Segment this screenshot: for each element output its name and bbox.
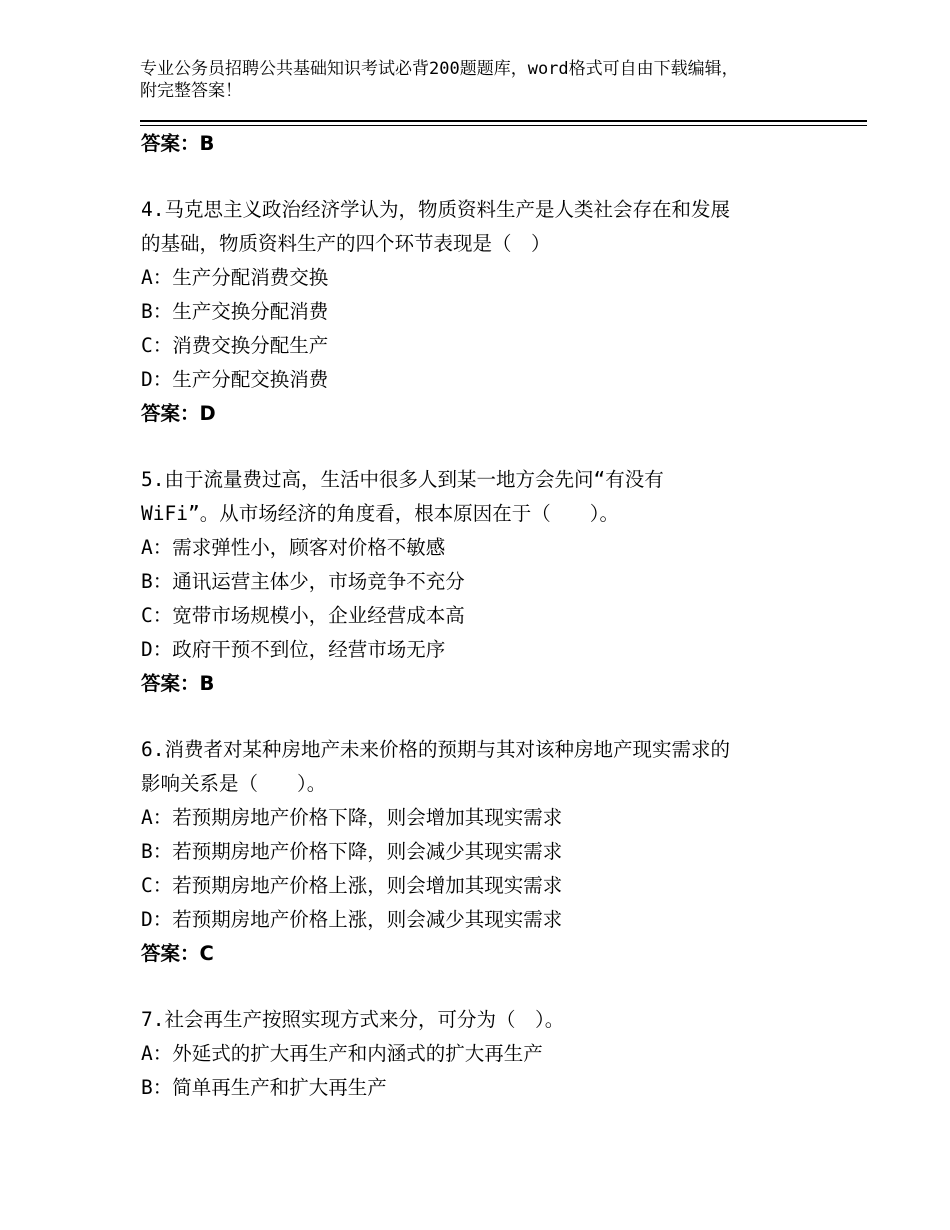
answer-label: 答案：D	[141, 402, 216, 425]
question-stem-line: 5.由于流量费过高，生活中很多人到某一地方会先问“有没有	[141, 468, 664, 491]
question-stem-line: 7.社会再生产按照实现方式来分，可分为（ ）。	[141, 1008, 565, 1031]
question-stem-line: 6.消费者对某种房地产未来价格的预期与其对该种房地产现实需求的	[141, 738, 730, 761]
question-stem-line: 影响关系是（ ）。	[141, 772, 327, 795]
answer-label: 答案：B	[141, 672, 215, 695]
option-d: D：生产分配交换消费	[141, 368, 329, 391]
option-a: A：若预期房地产价格下降，则会增加其现实需求	[141, 806, 563, 829]
header-divider-thin	[140, 125, 867, 126]
option-b: B：简单再生产和扩大再生产	[141, 1076, 387, 1099]
option-a: A：外延式的扩大再生产和内涵式的扩大再生产	[141, 1042, 543, 1065]
option-c: C：若预期房地产价格上涨，则会增加其现实需求	[141, 874, 563, 897]
spacer	[141, 161, 841, 193]
option-d: D：政府干预不到位，经营市场无序	[141, 638, 446, 661]
option-b: B：通讯运营主体少，市场竞争不充分	[141, 570, 465, 593]
spacer	[141, 701, 841, 733]
option-c: C：消费交换分配生产	[141, 334, 329, 357]
spacer	[141, 431, 841, 463]
option-d: D：若预期房地产价格上涨，则会减少其现实需求	[141, 908, 563, 931]
header-line-1: 专业公务员招聘公共基础知识考试必背200题题库，word格式可自由下载编辑，	[140, 59, 739, 79]
spacer	[141, 971, 841, 1003]
option-a: A：生产分配消费交换	[141, 266, 329, 289]
question-4	[141, 193, 841, 431]
option-c: C：宽带市场规模小，企业经营成本高	[141, 604, 465, 627]
answer-label: 答案：B	[141, 132, 215, 155]
question-stem-line: 4.马克思主义政治经济学认为，物质资料生产是人类社会存在和发展	[141, 198, 730, 221]
question-5	[141, 463, 841, 701]
page-header	[140, 58, 840, 102]
question-list	[141, 127, 841, 1105]
option-b: B：若预期房地产价格下降，则会减少其现实需求	[141, 840, 563, 863]
option-a: A：需求弹性小，顾客对价格不敏感	[141, 536, 446, 559]
question-6	[141, 733, 841, 971]
question-7	[141, 1003, 841, 1105]
header-line-2: 附完整答案！	[140, 81, 242, 101]
answer-label: 答案：C	[141, 942, 214, 965]
option-b: B：生产交换分配消费	[141, 300, 329, 323]
question-stem-line: WiFi”。从市场经济的角度看，根本原因在于（ ）。	[141, 502, 619, 525]
question-stem-line: 的基础，物质资料生产的四个环节表现是（ ）	[141, 232, 551, 255]
header-divider-thick	[140, 120, 867, 122]
